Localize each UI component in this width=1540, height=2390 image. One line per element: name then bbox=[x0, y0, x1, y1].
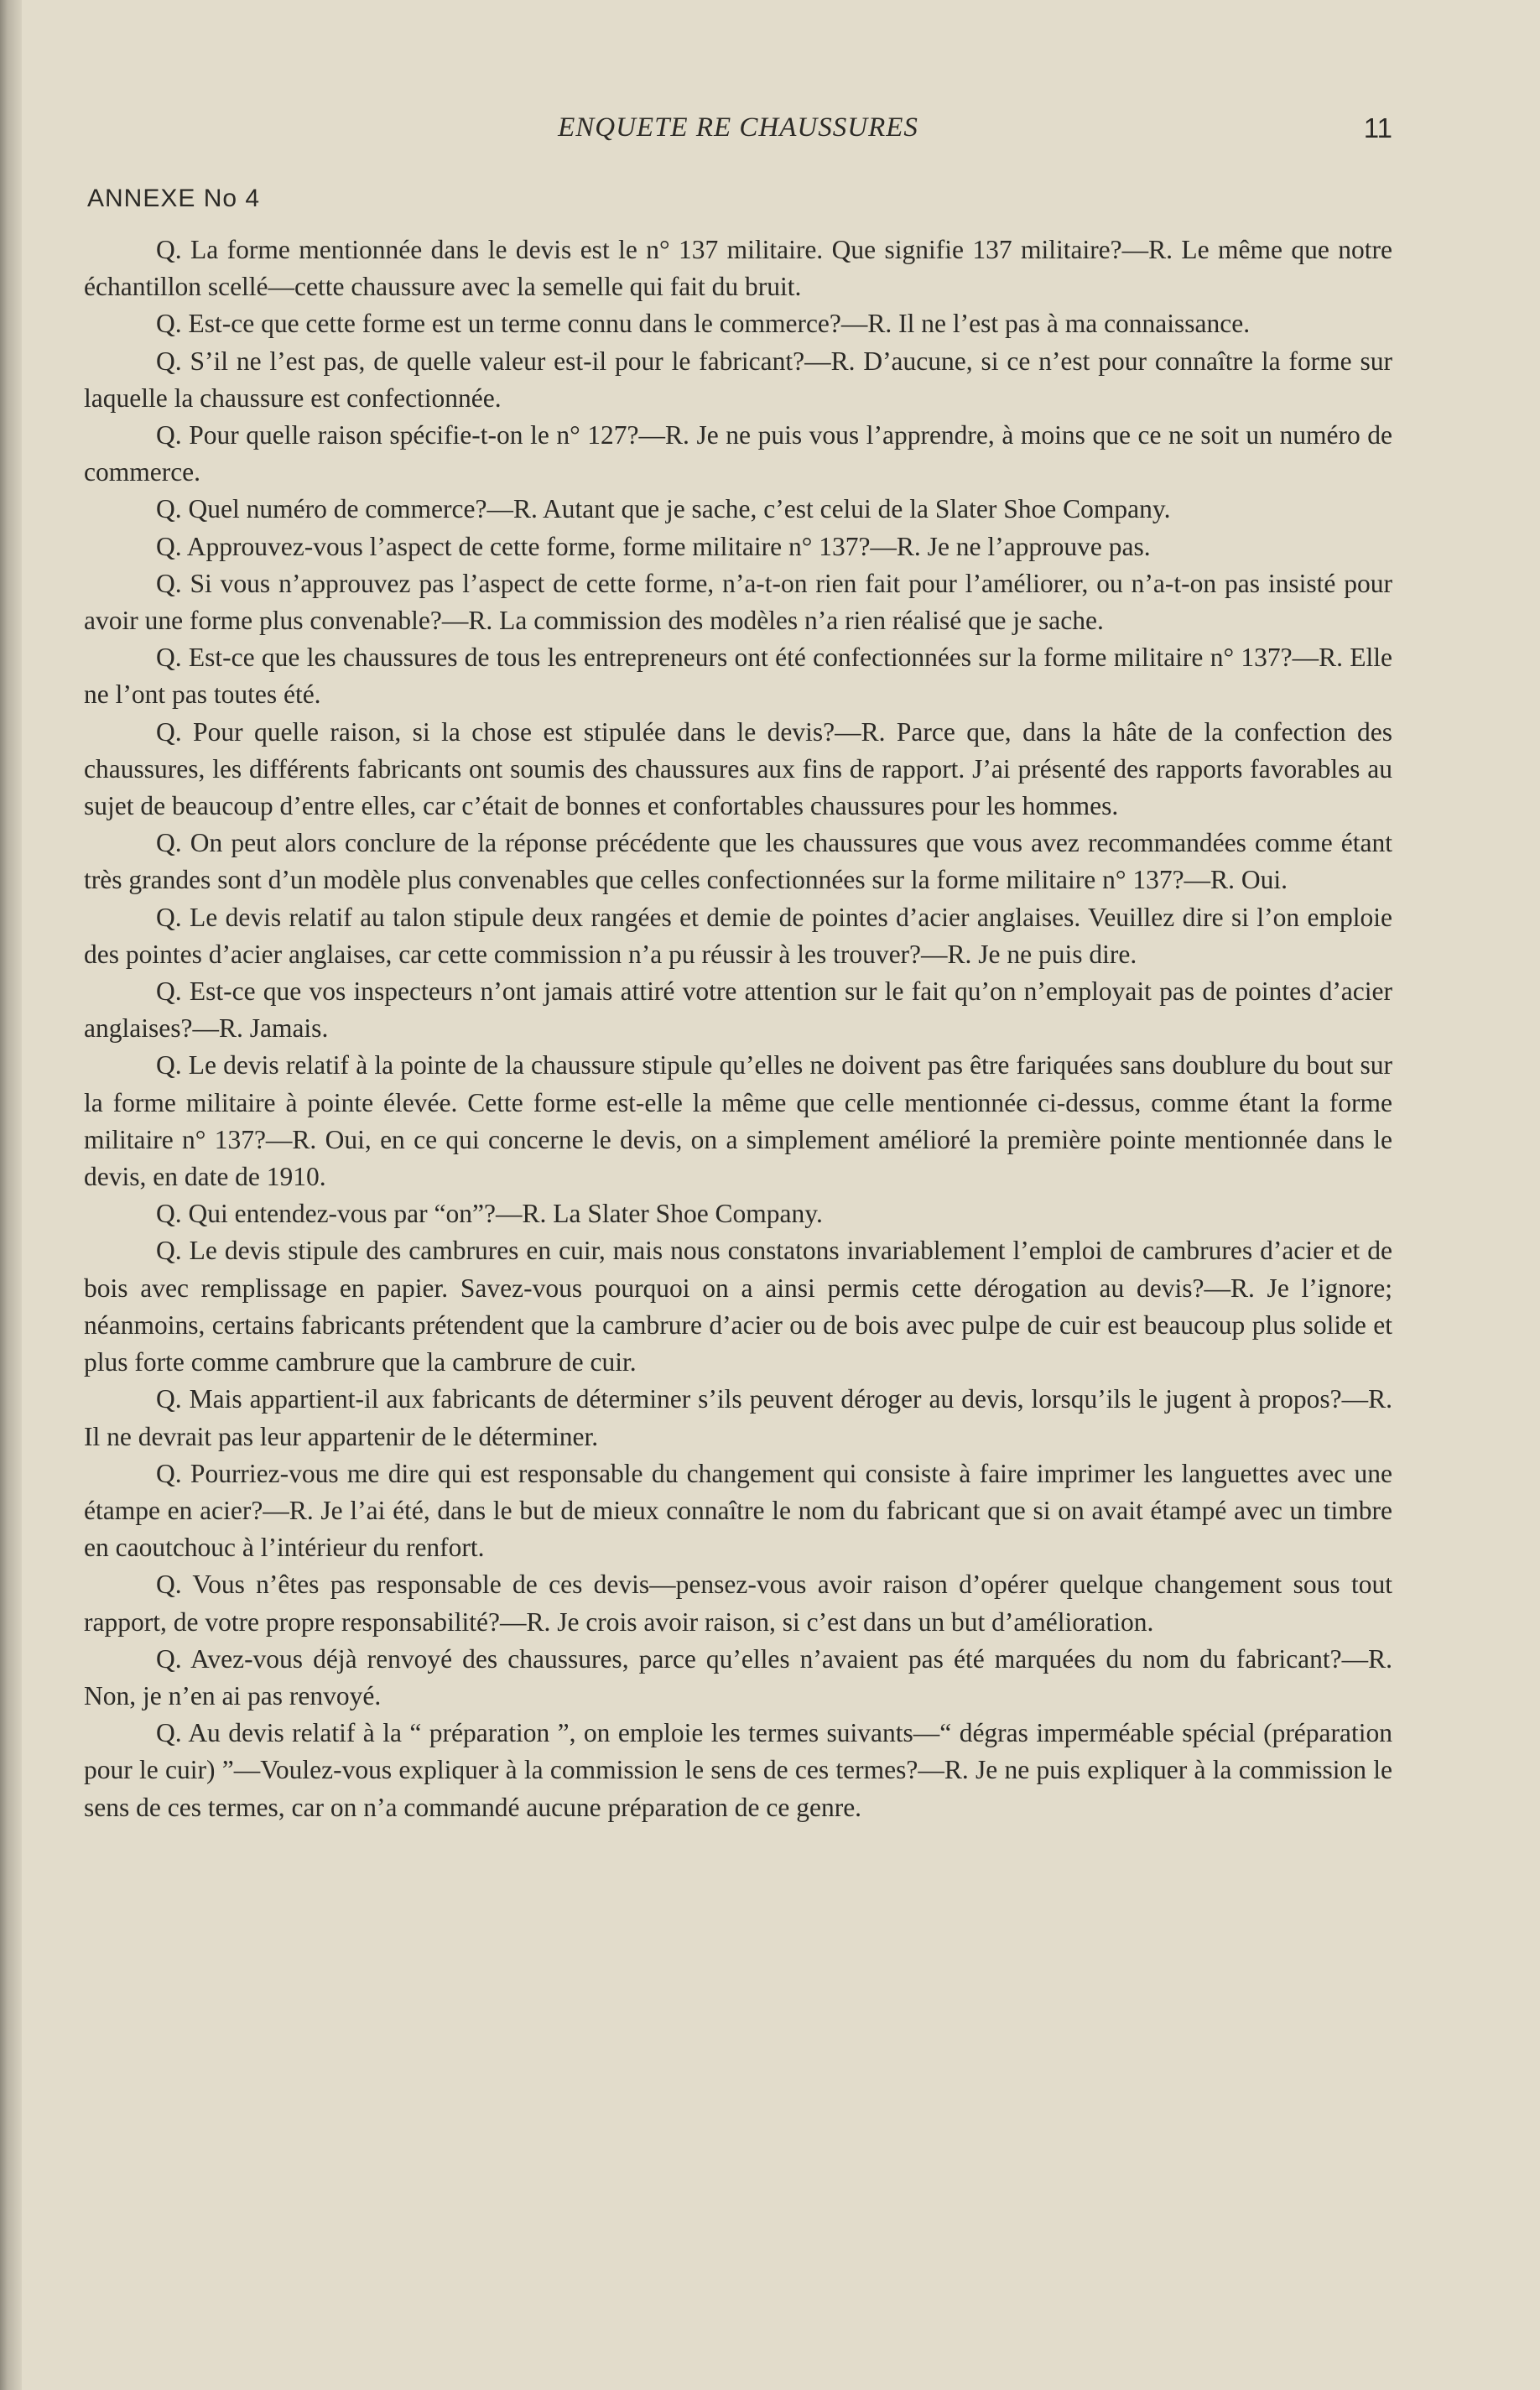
paragraph: Q. Mais appartient-il aux fabricants de déterminer s’ils peuvent déroger au devis, lorsqu’ils le jugent à propos?—R. Il ne devrait pas leur appartenir de le déterminer. bbox=[84, 1384, 1392, 1451]
paragraph: Q. Est-ce que les chaussures de tous les entrepreneurs ont été confectionnées sur la forme militaire n° 137?—R. Elle ne l’ont pas toutes été. bbox=[84, 643, 1392, 710]
paragraph: Q. Vous n’êtes pas responsable de ces devis—pensez-vous avoir raison d’opérer quelque changement sous tout rapport, de votre propre responsabilité?—R. Je crois avoir raison, si c’est dans un but d’amélioration. bbox=[84, 1570, 1392, 1637]
page-number: 11 bbox=[1363, 112, 1392, 143]
paragraph: Q. Quel numéro de commerce?—R. Autant que je sache, c’est celui de la Slater Shoe Company. bbox=[156, 494, 1171, 524]
paragraph: Q. Pour quelle raison, si la chose est stipulée dans le devis?—R. Parce que, dans la hâte de la confection des chaussures, les différents fabricants ont soumis des chaussures aux fins de rapport. J’ai présenté des rapports favorables au sujet de beaucoup d’entre elles, car c’était de bonnes et confortables chaussures pour les hommes. bbox=[84, 716, 1392, 821]
paragraph: Q. S’il ne l’est pas, de quelle valeur est-il pour le fabricant?—R. D’aucune, si ce n’est pour connaître la forme sur laquelle la chaussure est confectionnée. bbox=[84, 346, 1392, 413]
paragraph: Q. Approuvez-vous l’aspect de cette forme, forme militaire n° 137?—R. Je ne l’approuve pas. bbox=[156, 531, 1151, 561]
paragraph: Q. Est-ce que vos inspecteurs n’ont jamais attiré votre attention sur le fait qu’on n’employait pas de pointes d’acier anglaises?—R. Jamais. bbox=[84, 976, 1392, 1044]
paragraph: Q. Qui entendez-vous par “on”?—R. La Slater Shoe Company. bbox=[156, 1199, 823, 1229]
paragraph: Q. Le devis relatif à la pointe de la chaussure stipule qu’elles ne doivent pas être fariquées sans doublure du bout sur la forme militaire à pointe élevée. Cette forme est-elle la même que celle mentionnée ci-dessus, comme étant la forme militaire n° 137?—R. Oui, en ce qui concerne le devis, on a simplement amélioré la première pointe mentionnée dans le devis, en date de 1910. bbox=[84, 1050, 1392, 1192]
paragraph: Q. Pour quelle raison spécifie-t-on le n° 127?—R. Je ne puis vous l’apprendre, à moins que ce ne soit un numéro de commerce. bbox=[84, 420, 1392, 487]
paragraph: Q. Est-ce que cette forme est un terme connu dans le commerce?—R. Il ne l’est pas à ma connaissance. bbox=[156, 309, 1251, 339]
running-header bbox=[84, 112, 1392, 154]
paragraph: Q. Le devis relatif au talon stipule deux rangées et demie de pointes d’acier anglaises. Veuillez dire si l’on emploie des pointes d’acier anglaises, car cette commission n’a pu réussir à les trouver?—R. Je ne puis dire. bbox=[84, 902, 1392, 969]
annex-label: ANNEXE No 4 bbox=[87, 185, 261, 212]
paragraph: Q. On peut alors conclure de la réponse précédente que les chaussures que vous avez recommandées comme étant très grandes sont d’un modèle plus convenables que celles confectionnées sur la forme militaire n° 137?—R. Oui. bbox=[84, 828, 1392, 895]
body-text bbox=[84, 232, 1392, 1826]
document-page bbox=[84, 0, 1392, 2390]
paragraph: Q. Le devis stipule des cambrures en cuir, mais nous constatons invariablement l’emploi de cambrures d’acier et de bois avec remplissage en papier. Savez-vous pourquoi on a ainsi permis cette dérogation au devis?—R. Je l’ignore; néanmoins, certains fabricants prétendent que la cambrure d’acier ou de bois avec pulpe de cuir est beaucoup plus solide et plus forte comme cambrure que la cambrure de cuir. bbox=[84, 1236, 1392, 1377]
paragraph: Q. Si vous n’approuvez pas l’aspect de cette forme, n’a-t-on rien fait pour l’améliorer, ou n’a-t-on pas insisté pour avoir une forme plus convenable?—R. La commission des modèles n’a rien réalisé que je sache. bbox=[84, 568, 1392, 636]
paragraph: Q. Avez-vous déjà renvoyé des chaussures, parce qu’elles n’avaient pas été marquées du nom du fabricant?—R. Non, je n’en ai pas renvoyé. bbox=[84, 1643, 1392, 1710]
page-edge-shadow bbox=[0, 0, 22, 2390]
paragraph: Q. Au devis relatif à la “ préparation ”, on emploie les termes suivants—“ dégras imperméable spécial (préparation pour le cuir) ”—Voulez-vous expliquer à la commission le sens de ces termes?—R. Je ne puis expliquer à la commission le sens de ces termes, car on n’a commandé aucune préparation de ce genre. bbox=[84, 1718, 1392, 1822]
running-title: ENQUETE RE CHAUSSURES bbox=[558, 112, 918, 143]
paragraph: Q. La forme mentionnée dans le devis est le n° 137 militaire. Que signifie 137 militaire?—R. Le même que notre échantillon scellé—cette chaussure avec la semelle qui fait du bruit. bbox=[84, 235, 1392, 302]
paragraph: Q. Pourriez-vous me dire qui est responsable du changement qui consiste à faire imprimer les languettes avec une étampe en acier?—R. Je l’ai été, dans le but de mieux connaître le nom du fabricant que si on avait étampé avec un timbre en caoutchouc à l’intérieur du renfort. bbox=[84, 1458, 1392, 1563]
